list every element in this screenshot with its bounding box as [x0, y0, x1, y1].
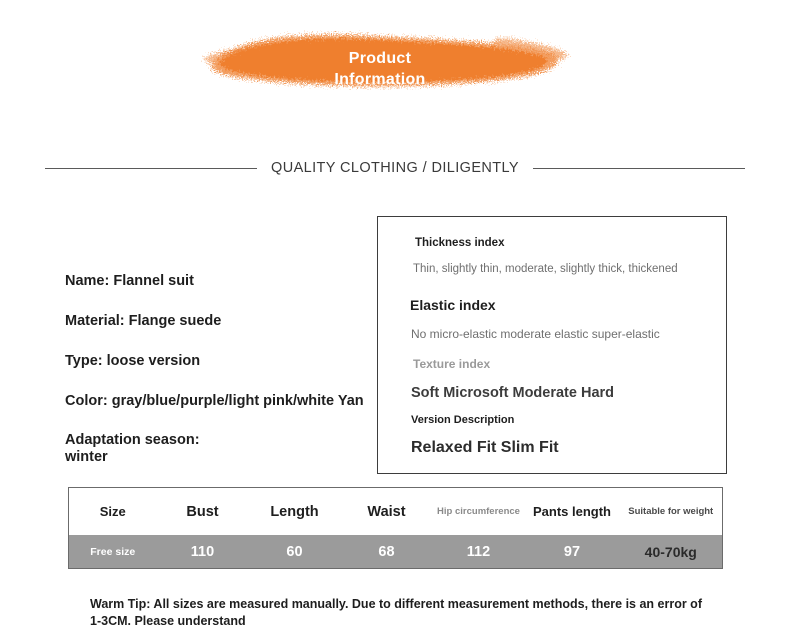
thickness-index-values: Thin, slightly thin, moderate, slightly thick, thickened: [413, 263, 678, 275]
banner-title-line1: Product: [348, 50, 412, 67]
warm-tip: Warm Tip: All sizes are measured manually. Due to different measurement methods, there is an error of 1-3CM. Please understand: [90, 597, 702, 628]
spec-season-label: Adaptation season:: [65, 432, 200, 448]
cell-size: Free size: [90, 545, 136, 558]
section-divider: [45, 158, 745, 178]
cell-waist: 68: [378, 543, 395, 560]
table-header-row: [69, 488, 723, 536]
cell-length: 60: [286, 543, 303, 560]
banner-title: [200, 48, 560, 90]
divider-line-left: [45, 168, 257, 169]
cell-hip-circumference: 112: [466, 543, 491, 560]
index-box: [377, 216, 727, 474]
header-waist: Waist: [367, 503, 406, 520]
divider-line-right: [533, 168, 745, 169]
banner: [0, 10, 790, 115]
spec-color: Color: gray/blue/purple/light pink/white Yan: [65, 393, 364, 409]
elastic-index-values: No micro-elastic moderate elastic super-elastic: [411, 327, 660, 341]
elastic-index-heading: Elastic index: [410, 297, 496, 313]
cell-suitable-weight: 40-70kg: [644, 543, 697, 560]
version-description-heading: Version Description: [411, 414, 515, 426]
header-suitable-weight: Suitable for weight: [628, 506, 714, 517]
banner-title-line2: Information: [334, 71, 426, 88]
spec-type: Type: loose version: [65, 353, 201, 369]
header-pants-length: Pants length: [532, 504, 611, 519]
cell-bust: 110: [190, 543, 215, 560]
thickness-index-heading: Thickness index: [415, 237, 505, 249]
header-bust: Bust: [186, 503, 219, 520]
product-spec-list: [65, 272, 395, 488]
spec-name: Name: Flannel suit: [65, 273, 194, 289]
texture-index-values: Soft Microsoft Moderate Hard: [411, 385, 615, 401]
header-size: Size: [99, 504, 126, 519]
header-length: Length: [270, 503, 319, 520]
cell-pants-length: 97: [563, 543, 581, 560]
spec-material: Material: Flange suede: [65, 313, 222, 329]
size-table: [68, 487, 723, 569]
texture-index-heading: Texture index: [413, 357, 491, 371]
spec-season: [65, 432, 395, 466]
divider-caption: QUALITY CLOTHING / DILIGENTLY: [271, 160, 519, 176]
version-description-values: Relaxed Fit Slim Fit: [411, 439, 559, 456]
table-row: [69, 535, 723, 569]
spec-season-value: winter: [65, 449, 108, 465]
header-hip-circumference: Hip circumference: [437, 506, 520, 517]
